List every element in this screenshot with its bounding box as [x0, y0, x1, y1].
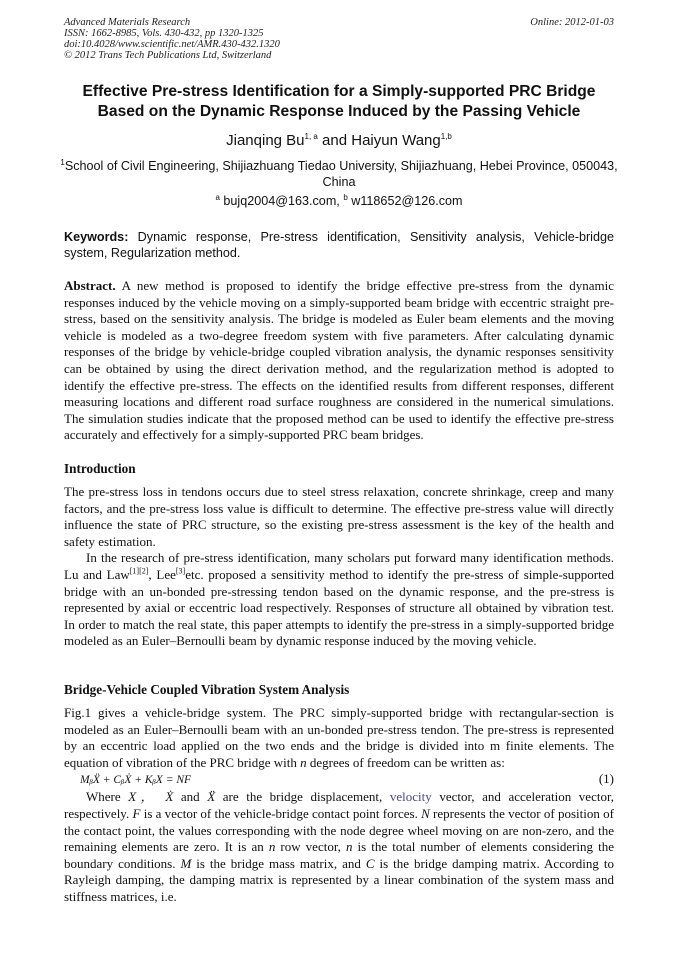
author-1-sup: 1, a: [304, 132, 318, 141]
equation-row: [64, 771, 614, 789]
citation-1-2[interactable]: [1][2]: [129, 566, 149, 576]
s2-var-M: M: [180, 855, 192, 871]
s2-p2-text-f: row vector,: [275, 839, 346, 855]
journal-header: [64, 17, 394, 61]
author-2-sup: 1,b: [440, 132, 452, 141]
paper-title: [60, 82, 618, 122]
journal-name: Advanced Materials Research: [64, 17, 191, 28]
email-a[interactable]: bujq2004@163.com,: [223, 194, 340, 208]
abstract: [64, 278, 614, 444]
s2-velocity-word: velocity: [389, 789, 432, 805]
email-b-sup: b: [343, 192, 348, 202]
online-date: Online: 2012-01-03: [530, 17, 614, 28]
intro-p2-text-b: , Lee: [148, 566, 176, 582]
s2-var-N: N: [421, 805, 430, 821]
s2-p2-text-g: is the total number of elements considering the boundary conditions.: [64, 839, 615, 871]
emails: [0, 194, 678, 208]
s2-p1-text-a: Fig.1 gives a vehicle-bridge system. The PRC simply-supported bridge with rectangular-section is modeled as an Euler–Bernoulli beam with an un-bonded pre-stress tendon. The pre-stress is represented by an eccentric load applied on the two ends and the bridge is divided into m finite elements. The equation of vibration of the PRC bridge with: [64, 705, 614, 770]
keywords-text: Dynamic response, Pre-stress identification, Sensitivity analysis, Vehicle-bridge system, Regularization method.: [64, 230, 614, 260]
affiliation-sup: 1: [60, 157, 65, 167]
s2-var-Xddot: Ẍ: [207, 789, 216, 805]
affiliation-line-1: School of Civil Engineering, Shijiazhuang Tiedao University, Shijiazhuang, Hebei Province, 050043,: [64, 159, 618, 173]
title-line-1: Effective Pre-stress Identification for a Simply-supported PRC Bridge: [82, 83, 596, 100]
s2-p2-text-h: is the bridge mass matrix, and: [191, 855, 366, 871]
s2-p1-var-n: n: [300, 754, 307, 770]
intro-paragraph-2: [64, 550, 614, 650]
intro-p2-text-c: etc. proposed a sensitivity method to identify the pre-stress of simple-supported bridge with an un-bonded pre-stressing tendon based on the dynamic response, and the pre-stress is represented by axial or eccentric load respectively. Responses of structure all obtained by vibration test. In order to match the real state, this paper attempts to identify the pre-stress in a simply-supported bridge modeled as an Euler–Bernoulli beam by dynamic response induced by the moving vehicle.: [64, 566, 614, 649]
s2-var-C: C: [365, 855, 375, 871]
s2-and: and: [173, 789, 208, 805]
s2-var-Xdot: Ẋ: [165, 789, 174, 805]
email-a-sup: a: [215, 192, 220, 202]
s2-p2-text-d: is a vector of the vehicle-bridge contact point forces.: [140, 805, 422, 821]
doi: doi:10.4028/www.scientific.net/AMR.430-432.1320: [64, 39, 280, 50]
citation-3[interactable]: [3]: [175, 566, 186, 576]
s2-p2-text-i: is the bridge damping matrix. According to Rayleigh damping, the damping matrix is represented by a linear combination of the system mass and stiffness matrices, i.e.: [64, 855, 615, 904]
s2-p2-text-e: represents the vector of position of the contact point, the values corresponding with the node degree wheel moving on are non-zero, and the remaining elements are zero. It is an: [64, 805, 614, 855]
authors: [0, 132, 678, 149]
author-1: Jianqing Bu: [226, 132, 305, 149]
email-b[interactable]: w118652@126.com: [351, 194, 463, 208]
author-2: Haiyun Wang: [351, 132, 441, 149]
equation-number: (1): [598, 771, 614, 787]
keywords-label: Keywords:: [64, 230, 129, 244]
s2-p2-text-a: Where: [86, 789, 129, 805]
s2-var-n1: n: [268, 839, 276, 855]
keywords: [64, 229, 614, 261]
section-2-body: [64, 705, 614, 906]
issn: ISSN: 1662-8985, Vols. 430-432, pp 1320-1325: [64, 28, 264, 39]
equation-1: MᵦẌ + CᵦẊ + KᵦX = NF: [80, 774, 192, 787]
abstract-label: Abstract.: [64, 278, 116, 293]
affiliation: [60, 158, 618, 190]
authors-and: and: [322, 132, 348, 149]
introduction-heading: Introduction: [64, 461, 136, 476]
intro-p2-text-a: In the research of pre-stress identification, many scholars put forward many identification methods. Lu and Law: [64, 550, 614, 582]
section-2-heading: Bridge-Vehicle Coupled Vibration System Analysis: [64, 682, 350, 697]
copyright: © 2012 Trans Tech Publications Ltd, Switzerland: [64, 50, 272, 61]
s2-var-F: F: [132, 805, 141, 821]
section-2-paragraph-2: [64, 789, 614, 905]
section-2-paragraph-1: [64, 705, 614, 771]
s2-p1-text-b: degrees of freedom can be written as:: [306, 754, 505, 770]
affiliation-line-2: China: [322, 175, 356, 189]
s2-p2-text-b: are the bridge displacement,: [215, 789, 390, 805]
title-line-2: Based on the Dynamic Response Induced by the Passing Vehicle: [97, 103, 581, 120]
s2-p2-text-c: vector, and acceleration vector, respectively.: [64, 789, 615, 821]
abstract-text: A new method is proposed to identify the bridge effective pre-stress from the dynamic responses induced by the vehicle moving on a simply-supported beam bridge with eccentric straight pre-stress, based on the sensitivity analysis. The bridge is modeled as Euler beam elements and the moving vehicle is modeled as a two-degree freedom system with five parameters. After calculating dynamic responses of the bridge by vehicle-bridge coupled vibration analysis, the dynamic responses sensitivity can be obtained by using the direct derivation method, and the regularization method is adopted to identify the effective pre-stress. The effects on the identified results from different responses, different measuring locations and different road surface roughness are considered in the numerical simulations. The simulation studies indicate that the proposed method can be used to identify the effective pre-stress accurately and effectively for a simply-supported PRC beam bridges.: [64, 278, 614, 443]
introduction-body: [64, 484, 614, 650]
intro-paragraph-1: The pre-stress loss in tendons occurs due to steel stress relaxation, concrete shrinkage, creep and many factors, and the pre-stress loss value is difficult to determine. The effective pre-stress value will directly influence the state of PRC structure, so the existing pre-stress assessment is the key of the health and safety estimation.: [64, 484, 614, 549]
s2-var-n2: n: [345, 839, 353, 855]
s2-var-X: X，: [128, 789, 158, 805]
